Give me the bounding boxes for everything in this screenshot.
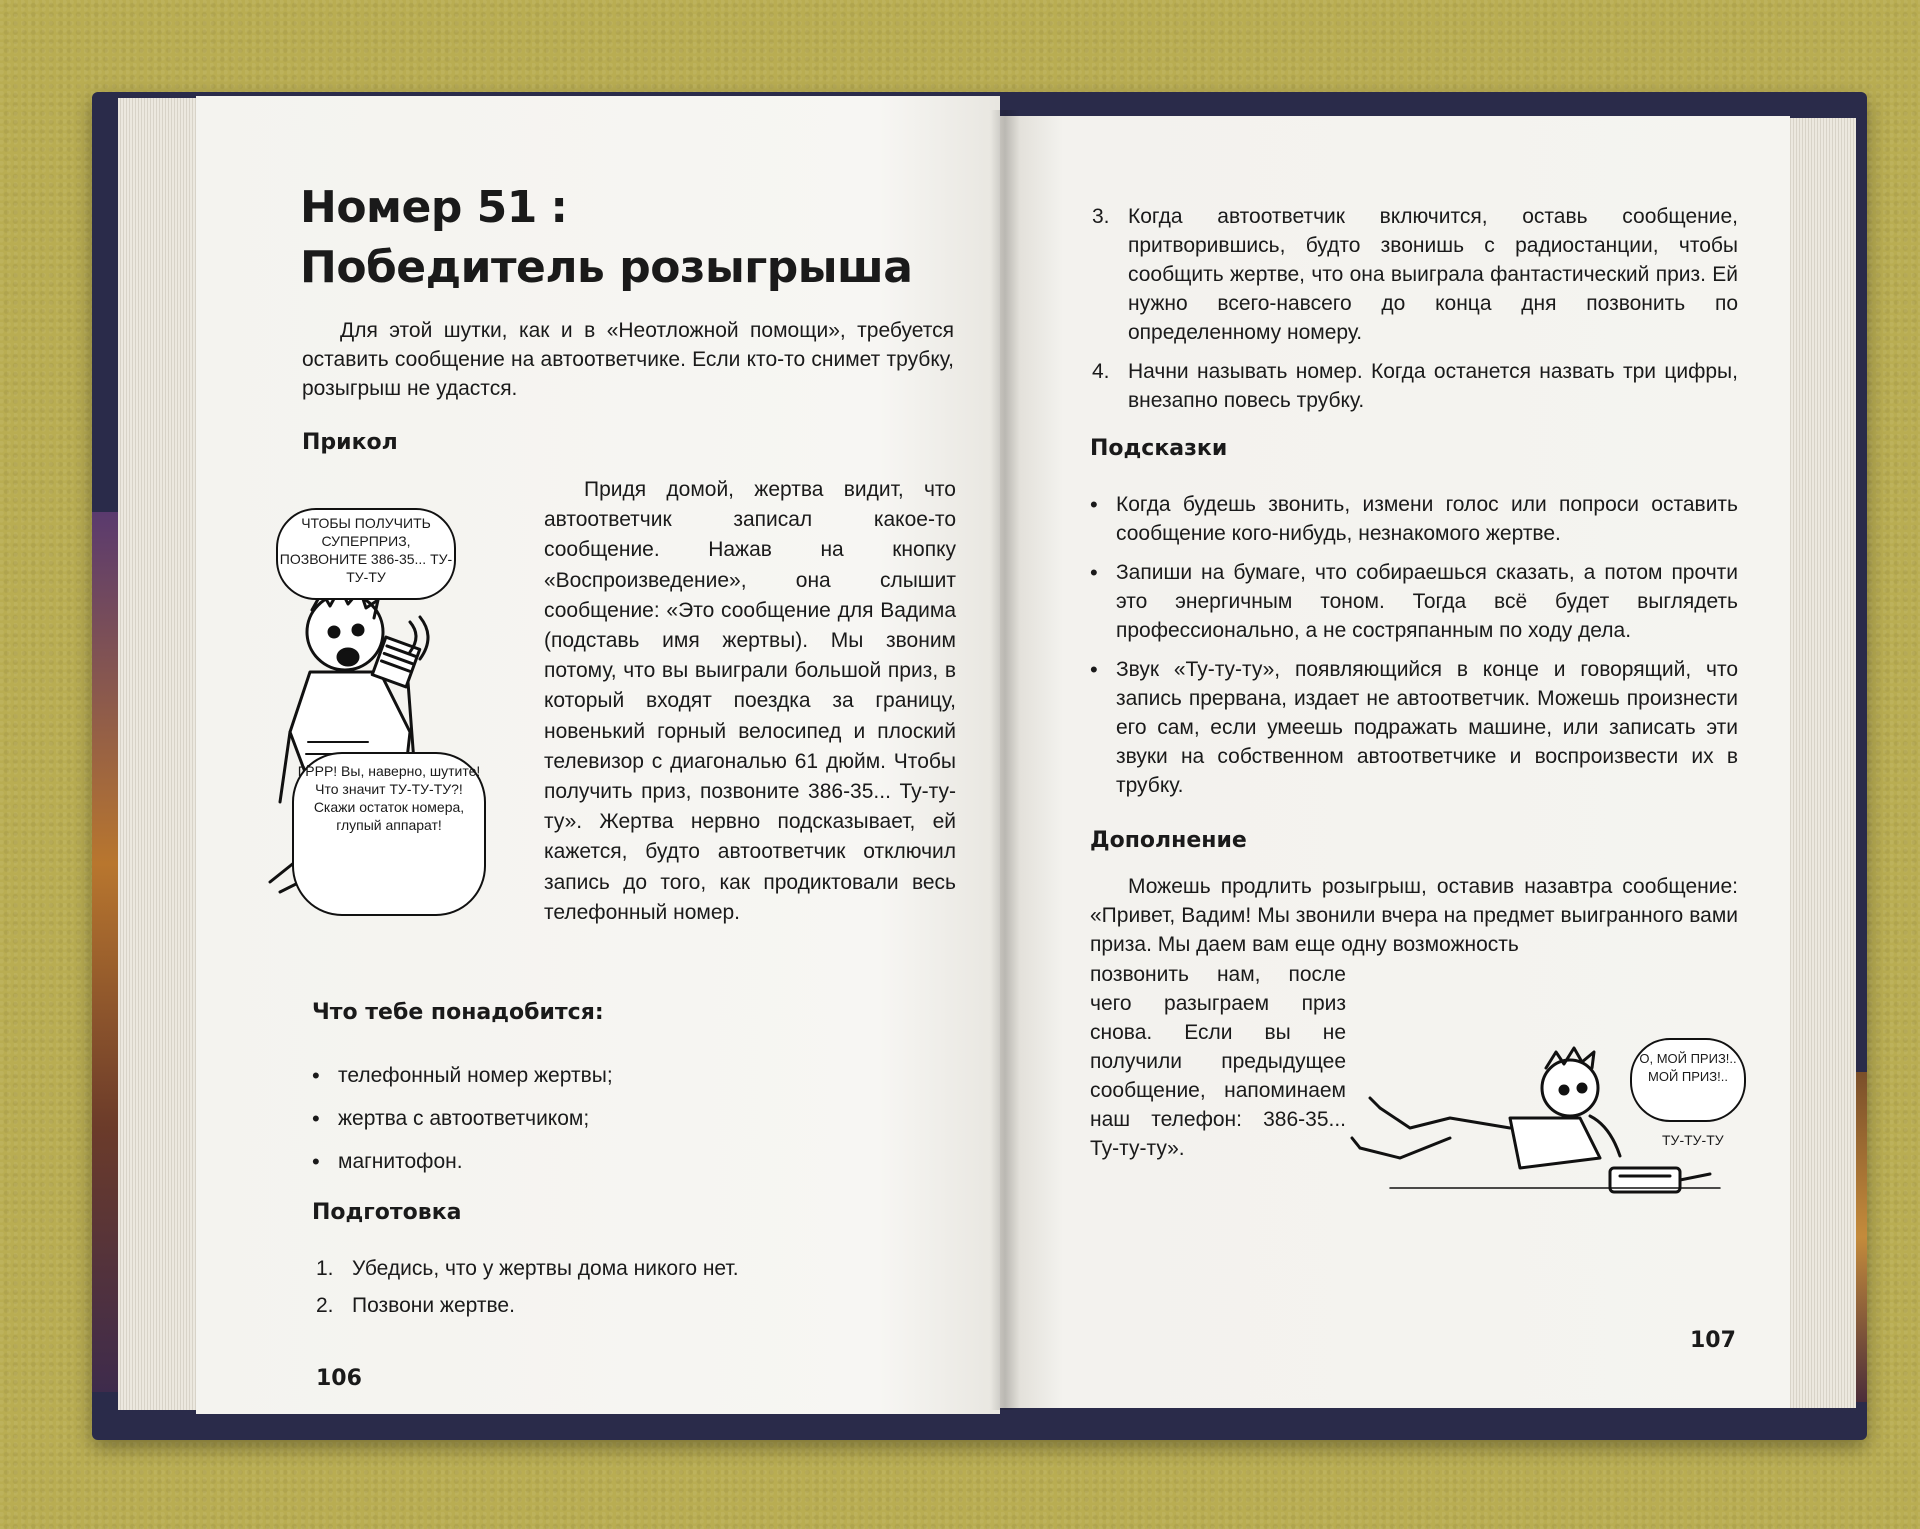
item-number: 1. bbox=[316, 1257, 334, 1280]
item-text: Когда автоответчик включится, оставь сообщение, притворившись, будто звонишь с радиостанции, чтобы сообщить жертве, что она выиграла фантастический приз. Ей нужно всего-навсего до конца дня позвонить по определенному номеру. bbox=[1128, 205, 1738, 344]
prep-list bbox=[316, 1250, 916, 1324]
item-text: Убедись, что у жертвы дома никого нет. bbox=[352, 1257, 739, 1280]
title-colon: : bbox=[550, 182, 568, 233]
need-heading: Что тебе понадобится: bbox=[312, 1000, 604, 1025]
need-list bbox=[312, 1054, 912, 1183]
hints-heading: Подсказки bbox=[1090, 436, 1228, 461]
list-item bbox=[1092, 202, 1738, 347]
list-item bbox=[1092, 357, 1738, 415]
list-item: • Звук «Ту-ту-ту», появляющийся в конце и говорящий, что запись прервана, издает не автоответчик. Можешь произнести его сам, если умеешь подражать машине, или записать эти звуки на собственном автоответчике и воспроизвести их в трубку. bbox=[1090, 655, 1738, 800]
bubble-grrr-text: ГРРР! Вы, наверно, шутите! Что значит ТУ-ТУ-ТУ?! Скажи остаток номера, глупый аппарат! bbox=[297, 763, 481, 833]
extra-paragraph-continued: позвонить нам, после чего разыграем приз снова. Если вы не получили предыдущее сообщение, напоминаем наш телефон: 386-35... Ту-ту-ту». bbox=[1090, 963, 1346, 1160]
extra-paragraph: Можешь продлить розыгрыш, оставив назавтра сообщение: «Привет, Вадим! Мы звонили вчера на предмет выигранного вами приза. Мы даем вам еще одну возможность bbox=[1090, 875, 1738, 956]
list-item bbox=[316, 1250, 916, 1287]
extra-heading: Дополнение bbox=[1090, 828, 1247, 853]
page-number-left: 106 bbox=[316, 1366, 362, 1391]
list-item: • телефонный номер жертвы; bbox=[312, 1054, 912, 1097]
cover-art-left bbox=[92, 512, 118, 1392]
book-spine-shadow bbox=[990, 110, 1020, 1410]
steps-list bbox=[1092, 202, 1738, 415]
list-item: • Запиши на бумаге, что собираешься сказать, а потом прочти это энергичным тоном. Тогда всё будет выглядеть профессионально, а не состряпанным по ходу дела. bbox=[1090, 558, 1738, 645]
page-edges-right bbox=[1790, 118, 1856, 1408]
speech-bubble-grrr bbox=[292, 752, 486, 916]
bubble-superprize-text: ЧТОБЫ ПОЛУЧИТЬ СУПЕРПРИЗ, ПОЗВОНИТЕ 386-35... ТУ-ТУ-ТУ bbox=[279, 515, 453, 585]
item-number: 4. bbox=[1092, 360, 1110, 383]
page-number-right: 107 bbox=[1690, 1328, 1736, 1353]
item-number: 2. bbox=[316, 1294, 334, 1317]
list-item: • магнитофон. bbox=[312, 1140, 912, 1183]
prank-heading: Прикол bbox=[302, 430, 398, 455]
page-edges-left bbox=[118, 98, 198, 1410]
list-item: • жертва с автоответчиком; bbox=[312, 1097, 912, 1140]
item-text: Начни называть номер. Когда останется назвать три цифры, внезапно повесь трубку. bbox=[1128, 360, 1738, 412]
prep-heading: Подготовка bbox=[312, 1200, 462, 1225]
prank-paragraph: Придя домой, жертва видит, что автоответчик записал какое-то сообщение. Нажав на кнопку «Воспроизведение», она слышит сообщение: «Это сообщение для Вадима (подставь имя жертвы). Мы звоним потому, что вы выиграли большой приз, в который входят поездка за границу, новенький горный велосипед и плоский телевизор с диагональю 61 дюйм. Чтобы получить приз, позвоните 386-35... Ту-ту-ту». Жертва нервно подсказывает, ей кажется, будто автоответчик отключил запись до того, как продиктовали весь телефонный номер. bbox=[544, 478, 956, 924]
title-line2: Победитель розыгрыша bbox=[300, 242, 913, 293]
tutu-sound-label: ТУ-ТУ-ТУ bbox=[1662, 1132, 1724, 1148]
item-number: 3. bbox=[1092, 205, 1110, 228]
page-title bbox=[300, 178, 912, 298]
intro-paragraph: Для этой шутки, как и в «Неотложной помощи», требуется оставить сообщение на автоответчике. Если кто-то снимет трубку, розыгрыш не удастся. bbox=[302, 319, 954, 400]
list-item bbox=[316, 1287, 916, 1324]
hints-list bbox=[1090, 490, 1738, 800]
title-number: Номер 51 bbox=[300, 182, 537, 233]
speech-bubble-prize bbox=[1630, 1038, 1746, 1122]
list-item: • Когда будешь звонить, измени голос или попроси оставить сообщение кого-нибудь, незнакомого жертве. bbox=[1090, 490, 1738, 548]
item-text: Позвони жертве. bbox=[352, 1294, 515, 1317]
bubble-prize-text: О, МОЙ ПРИЗ!.. МОЙ ПРИЗ!.. bbox=[1639, 1051, 1737, 1084]
speech-bubble-superprize bbox=[276, 508, 456, 600]
